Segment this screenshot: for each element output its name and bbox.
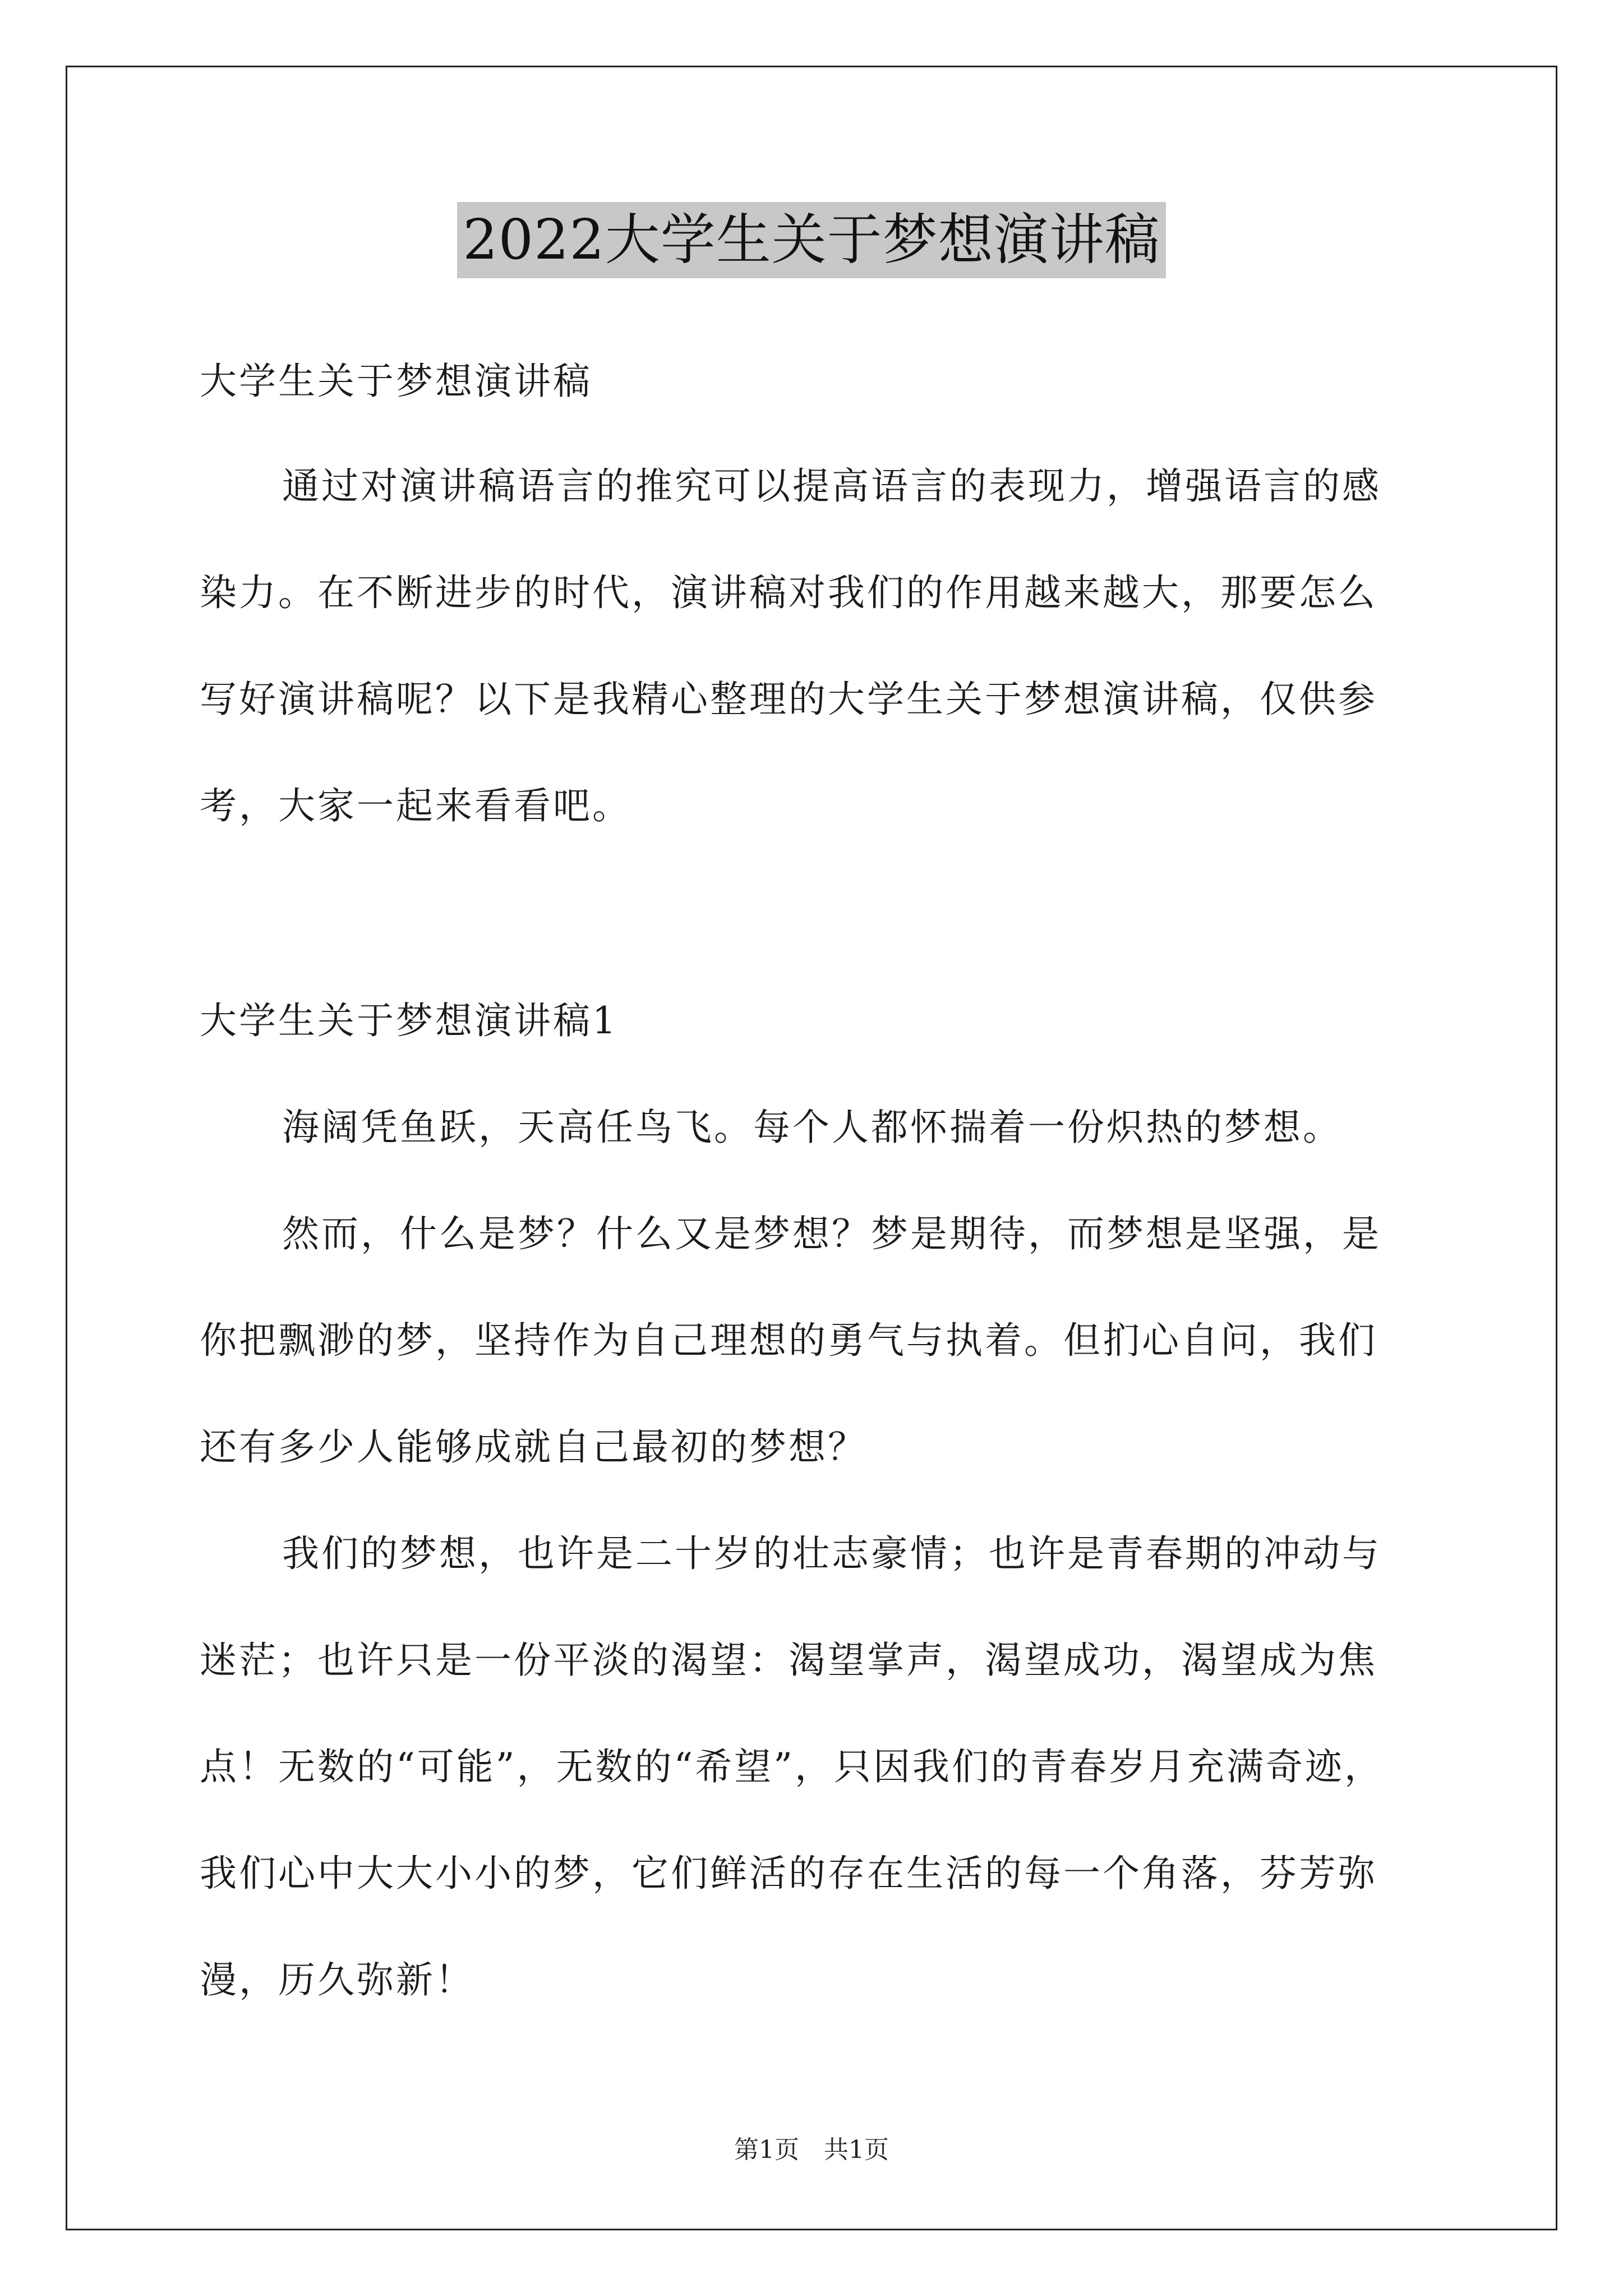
paragraph-line: 迷茫；也许只是一份平淡的渴望：渴望掌声，渴望成功，渴望成为焦 <box>200 1639 1377 1682</box>
paragraph-line: 通过对演讲稿语言的推究可以提高语言的表现力，增强语言的感 <box>282 464 1381 508</box>
paragraph-line: 还有多少人能够成就自己最初的梦想？ <box>200 1425 867 1469</box>
paragraph-line: 海阔凭鱼跃，天高任鸟飞。每个人都怀揣着一份炽热的梦想。 <box>282 1106 1342 1149</box>
paragraph-line: 你把飘渺的梦，坚持作为自己理想的勇气与执着。但扪心自问，我们 <box>200 1319 1377 1362</box>
paragraph-line: 漫，历久弥新！ <box>200 1958 474 2001</box>
document-title: 2022大学生关于梦想演讲稿 <box>457 202 1165 278</box>
paragraph-line: 考，大家一起来看看吧。 <box>200 784 631 827</box>
paragraph-line: 写好演讲稿呢？以下是我精心整理的大学生关于梦想演讲稿，仅供参 <box>200 678 1377 721</box>
section-heading: 大学生关于梦想演讲稿1 <box>200 999 618 1042</box>
paragraph-line: 点！无数的“可能”，无数的“希望”，只因我们的青春岁月充满奇迹， <box>200 1745 1384 1788</box>
page-number-footer: 第1页 共1页 <box>734 2136 889 2164</box>
paragraph-line: 我们的梦想，也许是二十岁的壮志豪情；也许是青春期的冲动与 <box>282 1532 1381 1575</box>
paragraph-line: 染力。在不断进步的时代，演讲稿对我们的作用越来越大，那要怎么 <box>200 571 1377 614</box>
paragraph-line: 然而，什么是梦？什么又是梦想？梦是期待，而梦想是坚强，是 <box>282 1212 1381 1255</box>
title-container <box>0 202 1623 278</box>
subtitle-line: 大学生关于梦想演讲稿 <box>200 360 592 403</box>
paragraph-line: 我们心中大大小小的梦，它们鲜活的存在生活的每一个角落，芬芳弥 <box>200 1852 1377 1895</box>
